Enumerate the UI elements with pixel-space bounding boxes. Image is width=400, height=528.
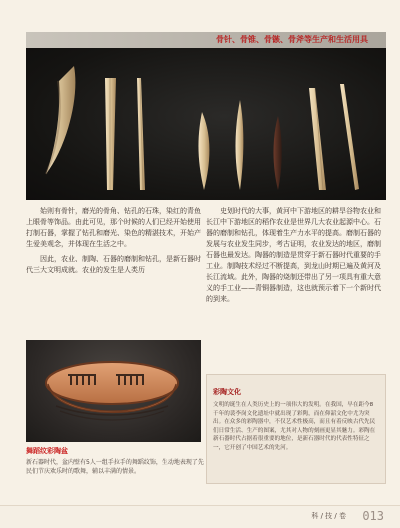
- footer-section: 科 / 技 / 卷: [311, 512, 346, 520]
- bone-tools-illustration: [26, 48, 386, 200]
- left-paragraph-1: 始则有骨针，磨光的骨角、钻孔的石珠，染红的青鱼上眼骨等饰品。由此可见，那个时候的人们已经开始使用打制石器，掌握了钻孔和磨光、染色的精湛技术，开始产生爱美观念，并体现在生活之中。: [26, 207, 201, 248]
- header-band: [26, 32, 386, 48]
- left-text-column: [26, 206, 201, 280]
- note-body: 文明的诞生在人类历史上的一项伟大的发明。在我国，早在距今8千年的裴李岗文化遗址中就出现了彩陶，而在仰韶文化中尤为突出。在众多的彩陶器中，不仅艺术性极高，而且有着反映古代先民们日常生活、生产的图案，尤其对人物的刻画更显其魅力。彩陶在新石器时代占据着很重要的地位，是新石器时代的代表性特征之一，它开创了中国艺术的先河。: [213, 402, 376, 451]
- bone-tools-photo: [26, 48, 386, 200]
- header-title: 骨针、骨锥、骨镞、骨斧等生产和生活用具: [216, 35, 368, 44]
- basin-illustration: [26, 340, 201, 442]
- left-paragraph-2: 因此，农业、制陶、石器的磨制和钻孔，是新石器时代三大文明成就。农业的发生是人类历: [26, 255, 201, 274]
- bowl-caption-title: 舞蹈纹彩陶盆: [26, 447, 68, 455]
- page-number: 013: [362, 509, 384, 523]
- right-text-column: [206, 206, 381, 309]
- right-paragraph-1: 史划时代的大事，黄河中下游地区的耕旱谷物农业和长江中下游地区的稻作农业是世界几大农业起源中心。石器的磨制和钻孔，体现着生产力水平的提高。磨制石器的发展与农业发生同步，考古证明，农业发达的地区，磨制石器也最发达。陶器的制造是贯穿于新石器时代重要的手工业。制陶技术经过不断提高，到龙山时期已遍及黄河及长江流域。此外，陶器的烧制还带出了另一项具有重大意义的手工业——青铜器制造，这也就预示着下一个新时代的到来。: [206, 207, 381, 303]
- sidebar-note-box: [206, 374, 386, 484]
- bowl-caption-text: 新石器时代，盆内壁有5人一组手拉手的舞蹈纹饰，生动地表现了先民们节庆欢乐时的歌舞，辅以丰满的情景。: [26, 459, 204, 475]
- note-title: 彩陶文化: [213, 388, 241, 396]
- footer: [0, 505, 400, 528]
- painted-pottery-basin-photo: [26, 340, 201, 442]
